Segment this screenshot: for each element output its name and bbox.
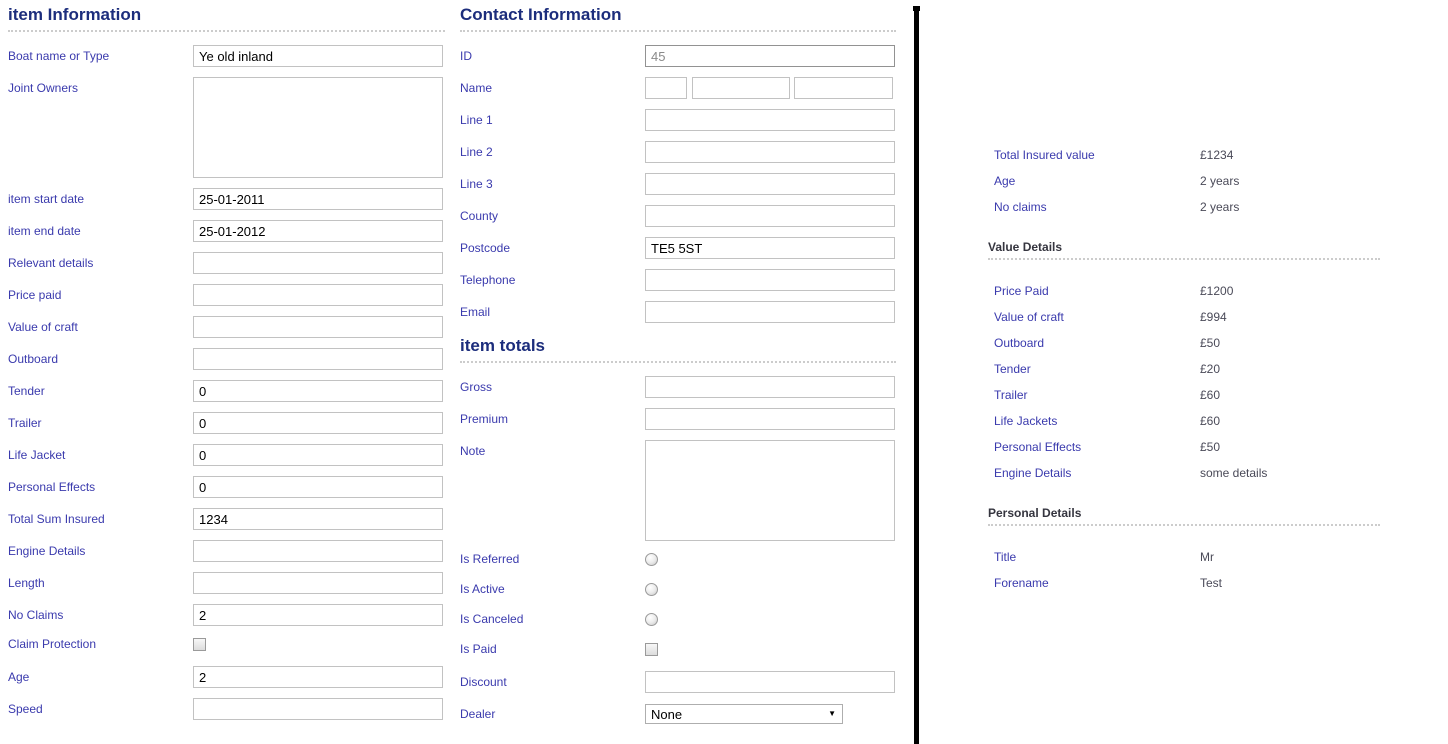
- outboard-label: Outboard: [8, 352, 59, 366]
- line-1-row: [460, 109, 896, 131]
- trailer-label: Trailer: [8, 416, 42, 430]
- engine-details-summary-row: [988, 466, 1380, 480]
- line-2-label: Line 2: [460, 145, 493, 159]
- engine-details-input[interactable]: [193, 540, 443, 562]
- dealer-selected-value: None: [651, 706, 683, 722]
- email-label: Email: [460, 305, 491, 319]
- tender-label: Tender: [8, 384, 45, 398]
- is-referred-label: Is Referred: [460, 552, 520, 566]
- speed-row: [8, 698, 445, 720]
- personal-effects-row: [8, 476, 445, 498]
- dealer-select[interactable]: [645, 704, 843, 724]
- value-of-craft-control: [193, 316, 445, 338]
- relevant-details-row: [8, 252, 445, 274]
- joint-owners-label: Joint Owners: [8, 81, 79, 95]
- item-totals-section: [460, 335, 896, 725]
- dotted-separator: [8, 30, 445, 32]
- discount-label: Discount: [460, 675, 507, 689]
- is-paid-row: [460, 641, 896, 661]
- trailer-input[interactable]: [193, 412, 443, 434]
- no-claims-row: [8, 604, 445, 626]
- gross-label: Gross: [460, 380, 493, 394]
- tender-row: [8, 380, 445, 402]
- item-start-date-control: [193, 188, 445, 210]
- forename-summary-row: [988, 576, 1380, 590]
- line-1-control: [645, 109, 896, 131]
- outboard-control: [193, 348, 445, 370]
- joint-owners-textarea[interactable]: [193, 77, 443, 178]
- is-paid-control: [645, 641, 896, 661]
- line-3-control: [645, 173, 896, 195]
- length-input[interactable]: [193, 572, 443, 594]
- postcode-label: Postcode: [460, 241, 511, 255]
- no-claims-value: 2 years: [1200, 200, 1240, 214]
- life-jackets-value: £60: [1200, 414, 1221, 428]
- outboard-summary-row: [988, 336, 1380, 350]
- line-1-label: Line 1: [460, 113, 493, 127]
- gross-row: [460, 376, 896, 398]
- item-start-date-input[interactable]: [193, 188, 443, 210]
- telephone-input[interactable]: [645, 269, 895, 291]
- personal-effects-label: Personal Effects: [994, 440, 1082, 454]
- item-end-date-row: [8, 220, 445, 242]
- price-paid-value: £1200: [1200, 284, 1234, 298]
- dealer-row: [460, 703, 896, 725]
- tender-value: £20: [1200, 362, 1221, 376]
- length-label: Length: [8, 576, 45, 590]
- note-control: [645, 440, 896, 541]
- email-row: [460, 301, 896, 323]
- telephone-row: [460, 269, 896, 291]
- summary-panel: [988, 0, 1380, 602]
- claim-protection-checkbox[interactable]: [193, 638, 206, 651]
- length-control: [193, 572, 445, 594]
- price-paid-control: [193, 284, 445, 306]
- boat-name-or-type-label: Boat name or Type: [8, 49, 110, 63]
- tender-summary-row: [988, 362, 1380, 376]
- personal-details-title: Personal Details: [988, 506, 1082, 520]
- county-row: [460, 205, 896, 227]
- discount-control: [645, 671, 896, 693]
- item-end-date-input[interactable]: [193, 220, 443, 242]
- dotted-separator: [460, 30, 896, 32]
- vertical-divider: [914, 6, 919, 744]
- tender-control: [193, 380, 445, 402]
- is-referred-radio[interactable]: [645, 553, 658, 566]
- note-label: Note: [460, 444, 486, 458]
- county-input[interactable]: [645, 205, 895, 227]
- summary-top-fields: [988, 148, 1380, 214]
- total-sum-insured-label: Total Sum Insured: [8, 512, 105, 526]
- item-end-date-control: [193, 220, 445, 242]
- is-paid-label: Is Paid: [460, 642, 497, 656]
- total-insured-value-label: Total Insured value: [994, 148, 1095, 162]
- line-2-control: [645, 141, 896, 163]
- postcode-input[interactable]: [645, 237, 895, 259]
- item-information-title: item Information: [8, 5, 142, 24]
- age-label: Age: [8, 670, 30, 684]
- life-jacket-row: [8, 444, 445, 466]
- age-label: Age: [994, 174, 1016, 188]
- tender-label: Tender: [994, 362, 1031, 376]
- trailer-label: Trailer: [994, 388, 1028, 402]
- id-label: ID: [460, 49, 472, 63]
- title-summary-row: [988, 550, 1380, 564]
- life-jackets-label: Life Jackets: [994, 414, 1058, 428]
- title-label: Title: [994, 550, 1017, 564]
- dropdown-arrow-icon: ▼: [828, 709, 836, 718]
- note-textarea[interactable]: [645, 440, 895, 541]
- premium-label: Premium: [460, 412, 509, 426]
- joint-owners-control: [193, 77, 445, 178]
- outboard-row: [8, 348, 445, 370]
- discount-input[interactable]: [645, 671, 895, 693]
- is-canceled-row: [460, 611, 896, 631]
- engine-details-value: some details: [1200, 466, 1268, 480]
- personal-effects-value: £50: [1200, 440, 1221, 454]
- value-of-craft-value: £994: [1200, 310, 1227, 324]
- gross-control: [645, 376, 896, 398]
- item-start-date-label: item start date: [8, 192, 85, 206]
- trailer-value: £60: [1200, 388, 1221, 402]
- name-label: Name: [460, 81, 493, 95]
- is-paid-checkbox[interactable]: [645, 643, 658, 656]
- telephone-label: Telephone: [460, 273, 516, 287]
- dealer-label: Dealer: [460, 707, 496, 721]
- boat-name-or-type-control: [193, 45, 445, 67]
- engine-details-label: Engine Details: [994, 466, 1072, 480]
- personal-details-fields: [988, 550, 1380, 590]
- note-row: [460, 440, 896, 541]
- is-canceled-control: [645, 611, 896, 631]
- joint-owners-row: [8, 77, 445, 178]
- contact-information-title: Contact Information: [460, 5, 622, 24]
- outboard-label: Outboard: [994, 336, 1045, 350]
- premium-input[interactable]: [645, 408, 895, 430]
- price-paid-input[interactable]: [193, 284, 443, 306]
- life-jacket-label: Life Jacket: [8, 448, 66, 462]
- price-paid-row: [8, 284, 445, 306]
- is-referred-control: [645, 551, 896, 571]
- value-of-craft-input[interactable]: [193, 316, 443, 338]
- value-of-craft-row: [8, 316, 445, 338]
- engine-details-row: [8, 540, 445, 562]
- item-information-fields: [8, 45, 445, 720]
- dotted-separator: [988, 258, 1380, 260]
- is-canceled-label: Is Canceled: [460, 612, 524, 626]
- dotted-separator: [988, 524, 1380, 526]
- discount-row: [460, 671, 896, 693]
- id-row: [460, 45, 896, 67]
- dotted-separator: [460, 361, 896, 363]
- line-3-label: Line 3: [460, 177, 493, 191]
- claim-protection-label: Claim Protection: [8, 637, 97, 651]
- name-part-2-input[interactable]: [692, 77, 790, 99]
- no-claims-label: No claims: [994, 200, 1047, 214]
- is-active-row: [460, 581, 896, 601]
- line-1-input[interactable]: [645, 109, 895, 131]
- dealer-control: [645, 703, 896, 724]
- county-control: [645, 205, 896, 227]
- age-summary-row: [988, 174, 1380, 188]
- value-of-craft-label: Value of craft: [8, 320, 78, 334]
- title-value: Mr: [1200, 550, 1214, 564]
- boat-name-or-type-row: [8, 45, 445, 67]
- no-claims-summary-row: [988, 200, 1380, 214]
- item-information-section: [8, 4, 445, 730]
- personal-effects-input[interactable]: [193, 476, 443, 498]
- tender-input[interactable]: [193, 380, 443, 402]
- personal-effects-control: [193, 476, 445, 498]
- claim-protection-control: [193, 636, 445, 656]
- forename-value: Test: [1200, 576, 1223, 590]
- total-sum-insured-control: [193, 508, 445, 530]
- forename-label: Forename: [994, 576, 1049, 590]
- name-part-3-input[interactable]: [794, 77, 893, 99]
- telephone-control: [645, 269, 896, 291]
- age-control: [193, 666, 445, 688]
- value-of-craft-summary-row: [988, 310, 1380, 324]
- outboard-input[interactable]: [193, 348, 443, 370]
- premium-control: [645, 408, 896, 430]
- gross-input[interactable]: [645, 376, 895, 398]
- id-input[interactable]: [645, 45, 895, 67]
- line-3-row: [460, 173, 896, 195]
- name-row: [460, 77, 896, 99]
- engine-details-control: [193, 540, 445, 562]
- item-end-date-label: item end date: [8, 224, 81, 238]
- item-totals-title: item totals: [460, 336, 546, 355]
- personal-effects-label: Personal Effects: [8, 480, 96, 494]
- price-paid-label: Price paid: [8, 288, 62, 302]
- price-paid-label: Price Paid: [994, 284, 1049, 298]
- total-sum-insured-row: [8, 508, 445, 530]
- county-label: County: [460, 209, 499, 223]
- name-control: [645, 77, 896, 99]
- outboard-value: £50: [1200, 336, 1221, 350]
- length-row: [8, 572, 445, 594]
- id-control: [645, 45, 896, 67]
- age-value: 2 years: [1200, 174, 1240, 188]
- trailer-summary-row: [988, 388, 1380, 402]
- life-jacket-input[interactable]: [193, 444, 443, 466]
- value-of-craft-label: Value of craft: [994, 310, 1064, 324]
- speed-control: [193, 698, 445, 720]
- is-active-radio[interactable]: [645, 583, 658, 596]
- total-sum-insured-input[interactable]: [193, 508, 443, 530]
- personal-effects-summary-row: [988, 440, 1380, 454]
- relevant-details-control: [193, 252, 445, 274]
- price-paid-summary-row: [988, 284, 1380, 298]
- contact-information-fields: [460, 45, 896, 323]
- is-referred-row: [460, 551, 896, 571]
- name-part-1-input[interactable]: [645, 77, 687, 99]
- postcode-row: [460, 237, 896, 259]
- value-details-title: Value Details: [988, 240, 1063, 254]
- line-2-input[interactable]: [645, 141, 895, 163]
- speed-input[interactable]: [193, 698, 443, 720]
- is-canceled-radio[interactable]: [645, 613, 658, 626]
- life-jackets-summary-row: [988, 414, 1380, 428]
- postcode-control: [645, 237, 896, 259]
- item-start-date-row: [8, 188, 445, 210]
- relevant-details-input[interactable]: [193, 252, 443, 274]
- age-row: [8, 666, 445, 688]
- middle-column: [460, 4, 896, 735]
- total-insured-value-summary-row: [988, 148, 1380, 162]
- line-2-row: [460, 141, 896, 163]
- life-jacket-control: [193, 444, 445, 466]
- claim-protection-row: [8, 636, 445, 656]
- age-input[interactable]: [193, 666, 443, 688]
- total-insured-value-value: £1234: [1200, 148, 1234, 162]
- relevant-details-label: Relevant details: [8, 256, 94, 270]
- trailer-control: [193, 412, 445, 434]
- item-totals-fields: [460, 376, 896, 725]
- trailer-row: [8, 412, 445, 434]
- speed-label: Speed: [8, 702, 43, 716]
- email-control: [645, 301, 896, 323]
- value-details-fields: [988, 284, 1380, 480]
- no-claims-input[interactable]: [193, 604, 443, 626]
- is-active-label: Is Active: [460, 582, 505, 596]
- email-input[interactable]: [645, 301, 895, 323]
- engine-details-label: Engine Details: [8, 544, 86, 558]
- no-claims-label: No Claims: [8, 608, 64, 622]
- line-3-input[interactable]: [645, 173, 895, 195]
- no-claims-control: [193, 604, 445, 626]
- premium-row: [460, 408, 896, 430]
- boat-name-or-type-input[interactable]: [193, 45, 443, 67]
- is-active-control: [645, 581, 896, 601]
- contact-information-section: [460, 4, 896, 323]
